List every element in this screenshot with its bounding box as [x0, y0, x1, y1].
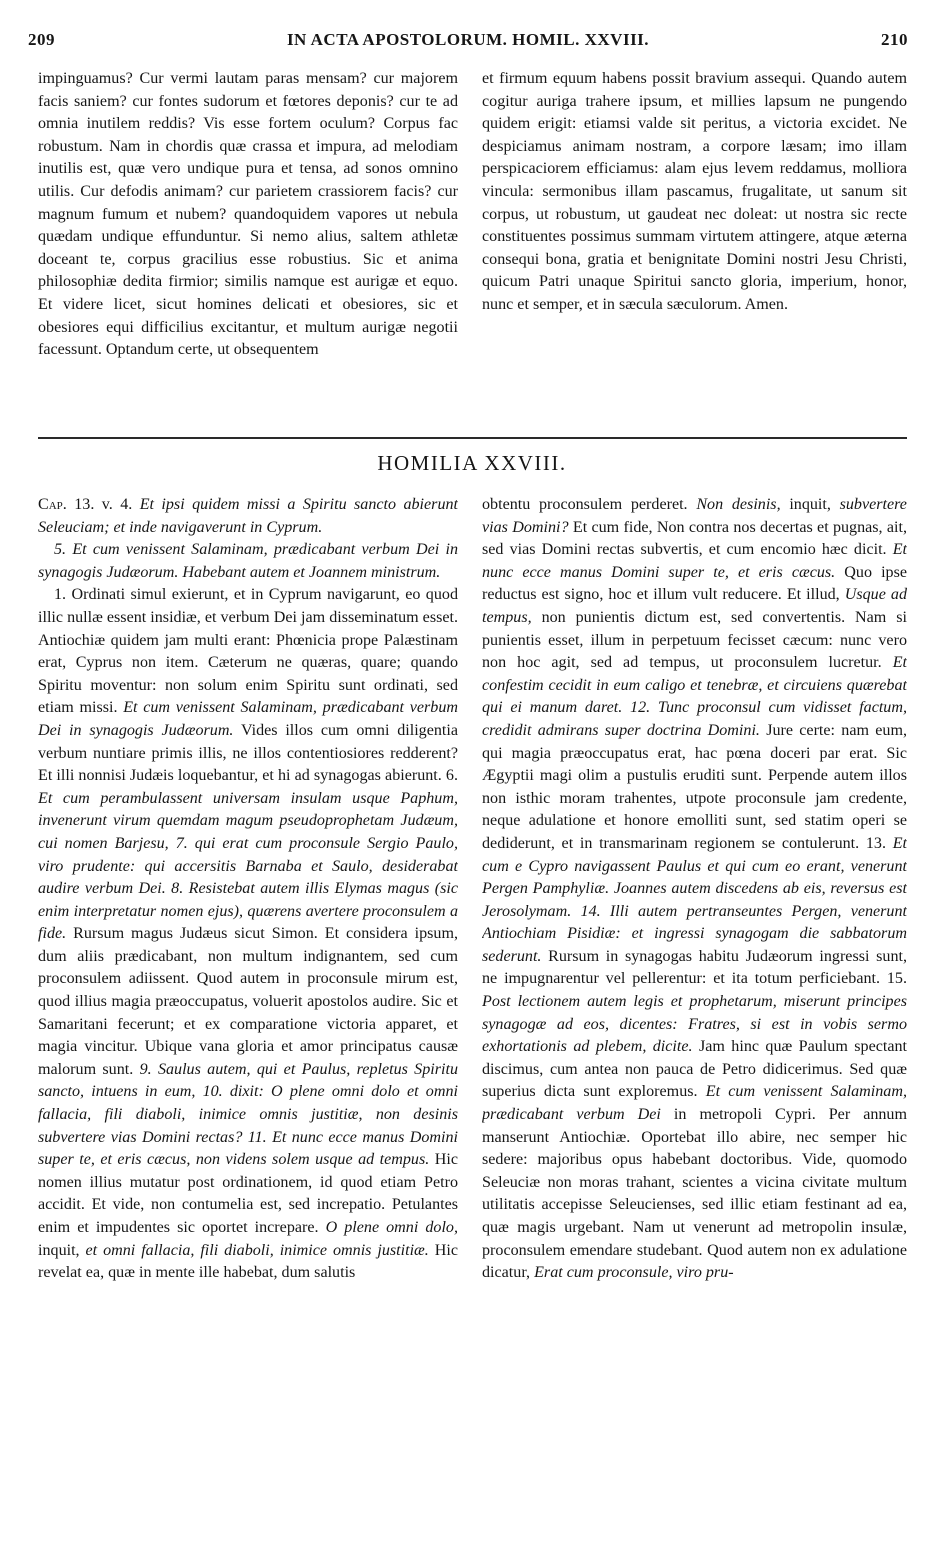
scripture-quote: Erat cum proconsule, viro pru- — [534, 1264, 734, 1282]
scripture-quote: et omni fallacia, fili diaboli, inimice omnis justitiæ. — [85, 1241, 429, 1259]
cap-ref: 13. v. 4. — [74, 496, 133, 513]
text-run: Et cum fide, Non contra nos decertas et pugnas, ait, sed vias Domini rectas subvertis, et cum encomio hæc dicit. — [482, 518, 907, 559]
text-run: Rursum magus Judæus sicut Simon. Et considera ipsum, dum aliis prædicabant, non multum indignantem, sed cum proconsulem adiissent. Quod autem in proconsule mirum est, quod illius magia præoccupatus, voluerit apostolos audire. Sic et Samaritani fecerunt; et ex comparatione victoria apparet, et magia vincitur. Ubique vana gloria et amor principatus causæ malorum sunt. — [38, 925, 458, 1078]
scripture-quote: Et cum venissent Salaminam, prædicabant verbum Dei in synagogis Judæorum. — [38, 699, 458, 739]
page-number-right: 210 — [881, 30, 908, 49]
scripture-quote: subvertere vias Domini? — [482, 496, 907, 536]
text-run: 1. Ordinati simul exierunt, et in Cyprum navigarunt, eo quod illic nullæ essent insidiæ, et verbum Dei jam disseminatum esset. Antiochiæ quidem jam multi erant: Phœnicia prope Palæstinam erat, Cyprus non item. Cæterum ne quæras, quare; quando Spiritu moventur: non solum enim Spiritu sunt ordinati, sed etiam missi. — [38, 586, 458, 717]
text-run: Vides illos cum omni diligentia verbum nuntiare primis illis, ne illos contentiosiores redderent? Et illi nonnisi Judæis loquebantur, et hi ad synagogas abierunt. 6. — [38, 721, 458, 785]
text-run: Quo ipse reductus est signo, hoc et illum vult reducere. Et illud, — [482, 563, 907, 604]
cap-label: Cap. — [38, 496, 67, 513]
homily-title: HOMILIA XXVIII. — [377, 451, 567, 475]
bottom-left-column — [38, 494, 458, 1510]
cap-text: Et ipsi quidem missi a Spiritu sancto abierunt Seleuciam; et inde navigaverunt in Cyprum. — [38, 496, 458, 536]
top-left-column — [38, 68, 458, 428]
text-run: Jam hinc quæ Paulum spectant discimus, cum antea non pauca de Petro didicerimus. Sed quæ superius dicta sunt exploremus. — [482, 1038, 907, 1101]
scripture-quote: Post lectionem autem legis et prophetarum, miserunt principes synagogæ ad eos, dicentes: Fratres, si est in vobis sermo exhortationis ad plebem, dicite. — [482, 993, 907, 1056]
top-right-text: et firmum equum habens possit bravium assequi. Quando autem cogitur auriga trahere ipsum, et millies lapsum ne pungendo quidem erigit: etiamsi valde sit peritus, a victoria excidet. Ne despiciamus animam nostram, a corpore læsam; imo illam perspicaciorem efficiamus: alam ejus levem reddamus, molliora vincula: sermonibus illam pascamus, frugalitate, ut sanum sit corpus, ut robustum, ut gaudeat nec doleat: ut nostra sic recte constituentes possimus summam virtutem attingere, atque æterna consequi bona, gratia et benignitate Domini nostri Jesu Christi, quicum Patri unaque Spiritui sancto gloria, imperium, honor, nunc et semper, et in sæcula sæculorum. Amen. — [482, 70, 907, 313]
running-title: IN ACTA APOSTOLORUM. HOMIL. XXVIII. — [286, 30, 650, 49]
commentary-continued — [482, 494, 907, 1285]
scripture-quote: 9. Saulus autem, qui et Paulus, repletus Spiritu sancto, intuens in eum, 10. dixit: O plene omni dolo et omni fallacia, fili diaboli, inimice omnis justitiæ, non desinis subvertere vias Domini rectas? 11. Et nunc ecce manus Domini super te, et eris cæcus, non videns solem usque ad tempus. — [38, 1060, 458, 1169]
text-run: in metropoli Cypri. Per annum manserunt Antiochiæ. Oportebat illo abire, nec semper hic sedere: majoribus opus habebant doctoribus. Vide, quomodo Seleuciæ non moras trahant, scientes a vicina civitate multum utilitatis accepisse Seleucienses, sed illic etiam festinant ad ea, quæ magis urgebant. Nam ut venerunt ad metropolin insulæ, proconsulem emendare studebant. Quod autem non ex adulatione dicatur, — [482, 1106, 907, 1282]
running-header — [28, 30, 908, 60]
page-number-left: 209 — [28, 30, 55, 49]
chapter-heading — [38, 494, 458, 539]
scripture-quote: Et cum venissent Salaminam, prædicabant verbum Dei — [482, 1083, 907, 1124]
top-right-column — [482, 68, 907, 408]
scripture-quote: Et cum perambulassent universam insulam usque Paphum, invenerunt virum quemdam magum pseudoprophetam Judæum, cui nomen Barjesu, 7. qui erat cum proconsule Sergio Paulo, viro prudente: qui accersitis Barnaba et Saulo, desiderabat audire verbum Dei. 8. Resistebat autem illis Elymas magus (sic enim interpretatur nomen ejus), quærens avertere proconsulem a fide. — [38, 789, 458, 943]
text-run: inquit, — [38, 1241, 80, 1259]
scripture-quote: Usque ad tempus, — [482, 586, 907, 626]
text-run: Hic nomen illius mutatur post ordinationem, id quod etiam Petro accidit. Et vide, non contumelia est, sed increpatio. Petulantes enim et impudentes sic oportet increpare. — [38, 1151, 458, 1236]
text-run: Hic revelat ea, quæ in mente ille habebat, dum salutis — [38, 1241, 458, 1282]
bottom-right-column — [482, 494, 907, 1510]
scripture-quote: Et nunc ecce manus Domini super te, et eris cæcus. — [482, 541, 907, 581]
text-run: Rursum in synagogas habitu Judæorum ingressi sunt, ne impugnarentur vel pellerentur: et ita totum perficiebant. 15. — [482, 947, 907, 988]
scripture-quote: O plene omni dolo, — [325, 1219, 458, 1236]
verse-5: 5. Et cum venissent Salaminam, prædicabant verbum Dei in synagogis Judæorum. Habebant autem et Joannem ministrum. — [38, 541, 458, 581]
scripture-quote: Non desinis, — [696, 496, 781, 513]
scripture-quote: Et cum e Cypro navigassent Paulus et qui cum eo erant, venerunt Pergen Pamphyliæ. Joannes autem discedens ab eis, reversus est Jerosolymam. 14. Illi autem pertranseuntes Pergen, venerunt Antiochiam Pisidiæ: et ingressi synagogam die sabbatorum sederunt. — [482, 834, 907, 965]
scripture-quote: Et confestim cecidit in eum caligo et tenebræ, et circuiens quærebat qui ei manum daret. 12. Tunc proconsul cum vidisset factum, credidit admirans super doctrina Domini. — [482, 654, 907, 739]
commentary-paragraph — [38, 584, 458, 1284]
top-left-text: impinguamus? Cur vermi lautam paras mensam? cur majorem facis saniem? cur fontes sudorum et fœtores deponis? cur te ad omnia inutilem reddis? Vis esse fortem oculum? Corpus fac robustum. Nam in chordis quæ crassa et impura, ad melodiam inutilis est, quæ vero undique pura et tensa, ad sonos omnino utilis. Cur defodis animam? cur parietem crassiorem facis? cur magnum fumum et nubem? quandoquidem vapores ut nebula quædam undique effunduntur. Si nemo alius, saltem athletæ doceant te, corpus gracilius esse robustius. Sic et anima philosophiæ dedita firmior; similis namque est aurigæ et equo. Et videre licet, sicut homines delicati et obesiores, sic et obesiores equi difficilius excitantur, et multum aurigæ negotii facessunt. Optandum certe, ut obsequentem — [38, 70, 458, 359]
text-run: non punientis dictum est, sed convertentis. Nam si punientis esset, illum in perpetuum fecisset cæcum: nunc vero non hoc agit, sed ad tempus, ut proconsulem lucretur. — [482, 608, 907, 672]
section-divider — [38, 437, 907, 439]
text-run: obtentu proconsulem perderet. — [482, 496, 688, 513]
text-run: inquit, — [789, 496, 831, 513]
text-run: Jure certe: nam eum, qui magia præoccupatus erat, hac pœna doceri par erat. Sic Ægyptii magi olim a pustulis eruditi sunt. Perpende autem illos non isthic moram trahentes, utpote proconsule jam credente, neque adulatione et honore emolliti sunt, sed statim operi se dediderunt, et in transmarinam regionem se contulerunt. 13. — [482, 721, 907, 852]
